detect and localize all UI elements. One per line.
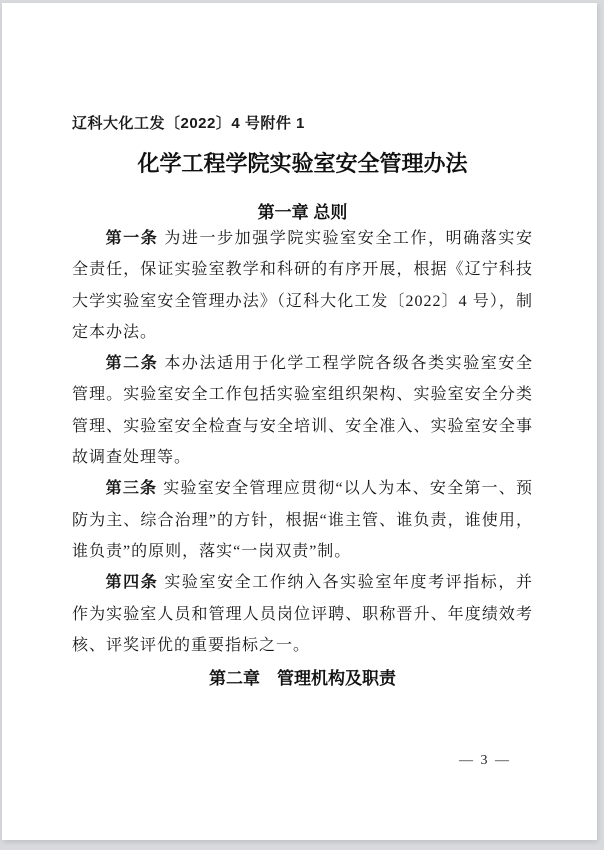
document-page	[2, 3, 597, 840]
article-paragraph-4	[72, 567, 533, 661]
document-title: 化学工程学院实验室安全管理办法	[137, 151, 468, 176]
article-1-text: 为进一步加强学院实验室安全工作，明确落实安全责任，保证实验室教学和科研的有序开展，根据《辽宁科技大学实验室安全管理办法》（辽科大化工发〔2022〕4 号），制定本办法。	[72, 230, 533, 341]
article-paragraph-1	[72, 223, 533, 348]
article-4-label: 第四条	[105, 574, 159, 592]
article-paragraph-3	[72, 473, 533, 567]
article-2-text: 本办法适用于化学工程学院各级各类实验室安全管理。实验室安全工作包括实验室组织架构、实验室安全分类管理、实验室安全检查与安全培训、安全准入、实验室安全事故调查处理等。	[72, 355, 533, 467]
chapter-1-heading: 第一章 总则	[257, 203, 348, 222]
article-2-label: 第二条	[105, 355, 159, 373]
article-3-label: 第三条	[105, 480, 158, 498]
article-paragraph-2	[72, 348, 533, 473]
article-3-text: 实验室安全管理应贯彻“以人为本、安全第一、预防为主、综合治理”的方针，根据“谁主管、谁负责，谁使用，谁负责”的原则，落实“一岗双责”制。	[72, 480, 533, 560]
article-4-text: 实验室安全工作纳入各实验室年度考评指标，并作为实验室人员和管理人员岗位评聘、职称晋升、年度绩效考核、评奖评优的重要指标之一。	[72, 574, 533, 654]
document-content	[2, 3, 597, 689]
article-1-label: 第一条	[105, 230, 159, 247]
chapter-2-heading: 第二章 管理机构及职责	[209, 669, 396, 689]
page-number: — 3 —	[459, 753, 511, 768]
doc-number: 辽科大化工发〔2022〕4 号附件 1	[72, 115, 305, 132]
